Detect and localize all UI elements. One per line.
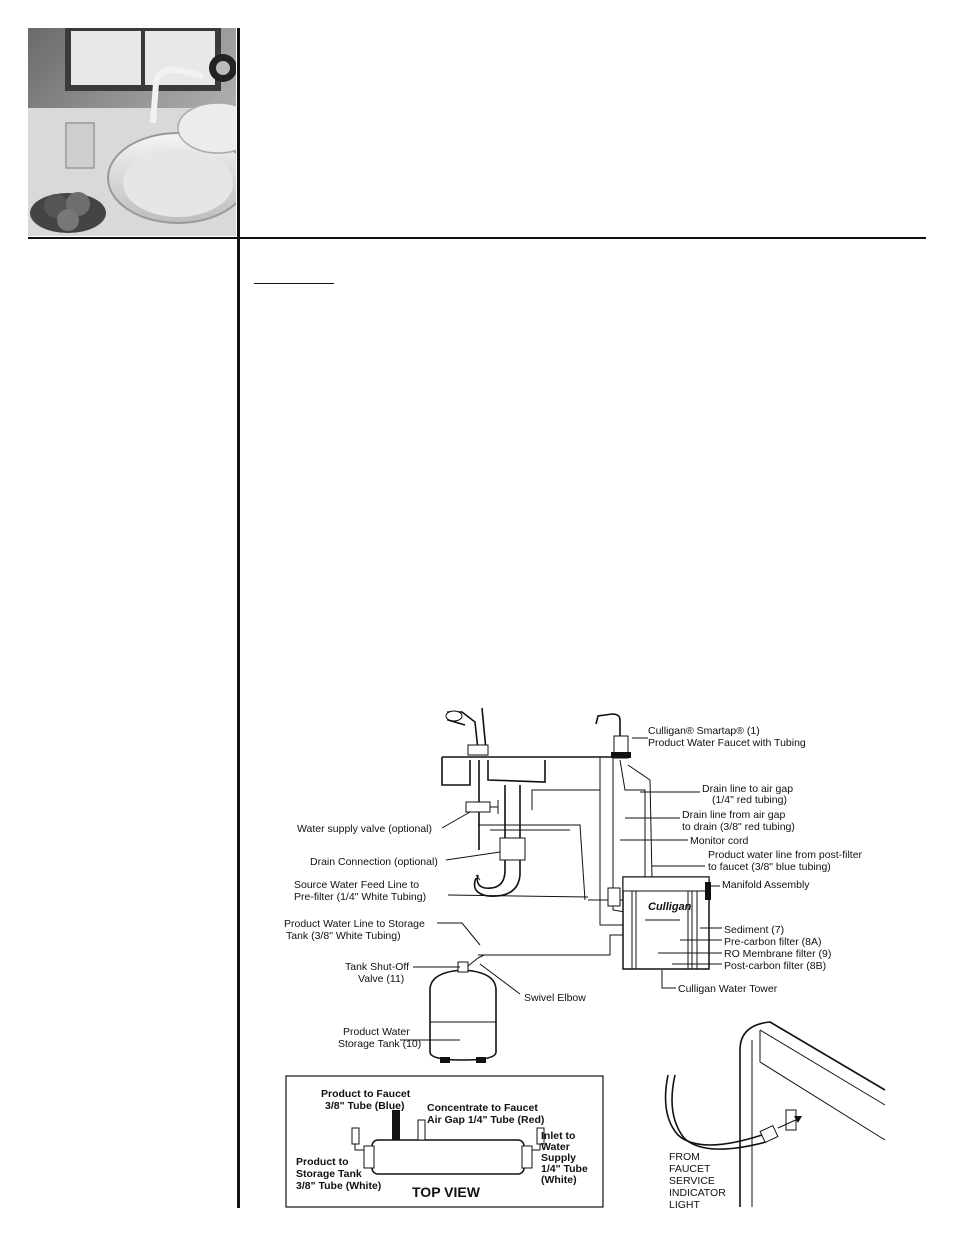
tv-title: TOP VIEW — [412, 1184, 480, 1200]
label-drain-air-gap-tubing: (1/4" red tubing) — [712, 794, 787, 806]
label-monitor-cord: Monitor cord — [690, 835, 749, 847]
svg-text:Culligan: Culligan — [648, 901, 692, 913]
label-smartap: Culligan® Smartap® (1) — [648, 725, 760, 737]
label-product-line: Product water line from post-filter — [708, 849, 863, 861]
indicator-from: FROM — [669, 1151, 700, 1163]
indicator-indicator: INDICATOR — [669, 1187, 726, 1199]
indicator-light: LIGHT — [669, 1199, 700, 1211]
label-product-tank-line-tubing: Tank (3/8" White Tubing) — [286, 930, 401, 942]
label-source-feed-tubing: Pre-filter (1/4" White Tubing) — [294, 891, 427, 903]
tv-inlet-white: (White) — [541, 1174, 577, 1186]
label-drain-air-gap: Drain line to air gap — [702, 783, 794, 795]
label-postcarbon: Post-carbon filter (8B) — [724, 960, 827, 972]
label-sediment: Sediment (7) — [724, 924, 785, 936]
label-shutoff-num: Valve (11) — [358, 973, 405, 985]
tv-inlet: Inlet to — [541, 1130, 576, 1142]
tv-storage-tube: 3/8" Tube (White) — [296, 1180, 382, 1192]
tv-concentrate-tube: Air Gap 1/4" Tube (Red) — [427, 1114, 545, 1126]
tv-faucet-tube: 3/8" Tube (Blue) — [325, 1100, 405, 1112]
sink-basin — [442, 757, 612, 785]
tv-storage: Product to — [296, 1156, 349, 1168]
label-manifold: Manifold Assembly — [722, 879, 810, 891]
tv-storage-tank: Storage Tank — [296, 1168, 362, 1180]
kitchen-faucet — [446, 708, 488, 755]
label-source-feed: Source Water Feed Line to — [294, 879, 420, 891]
indicator-faucet: FAUCET — [669, 1163, 711, 1175]
label-drain-from-gap: Drain line from air gap — [682, 809, 786, 821]
top-view-panel — [286, 1076, 603, 1207]
indicator-service: SERVICE — [669, 1175, 715, 1187]
label-product-line-tubing: to faucet (3/8" blue tubing) — [708, 861, 831, 873]
label-precarbon: Pre-carbon filter (8A) — [724, 936, 822, 948]
label-swivel: Swivel Elbow — [524, 992, 586, 1004]
storage-tank — [430, 955, 496, 1063]
tv-concentrate: Concentrate to Faucet — [427, 1102, 538, 1114]
label-storage-num: Storage Tank (10) — [338, 1038, 422, 1050]
label-tower: Culligan Water Tower — [678, 983, 778, 995]
label-smartap-desc: Product Water Faucet with Tubing — [648, 737, 806, 749]
label-drain-from-gap-tubing: to drain (3/8" red tubing) — [682, 821, 795, 833]
label-shutoff: Tank Shut-Off — [345, 961, 410, 973]
smartap-faucet — [596, 714, 631, 758]
tv-inlet-supply: Supply — [541, 1152, 577, 1164]
indicator-light-drawing — [666, 1022, 885, 1211]
diagram-labels — [284, 725, 863, 1050]
label-storage: Product Water — [343, 1026, 410, 1038]
water-tower — [608, 877, 711, 969]
tv-faucet: Product to Faucet — [321, 1088, 411, 1100]
tv-inlet-water: Water — [541, 1141, 570, 1153]
tv-inlet-tube: 1/4" Tube — [541, 1163, 588, 1175]
label-supply-valve: Water supply valve (optional) — [297, 823, 433, 835]
label-drain-connection: Drain Connection (optional) — [310, 856, 438, 868]
label-product-tank-line: Product Water Line to Storage — [284, 918, 425, 930]
label-ro-membrane: RO Membrane filter (9) — [724, 948, 832, 960]
